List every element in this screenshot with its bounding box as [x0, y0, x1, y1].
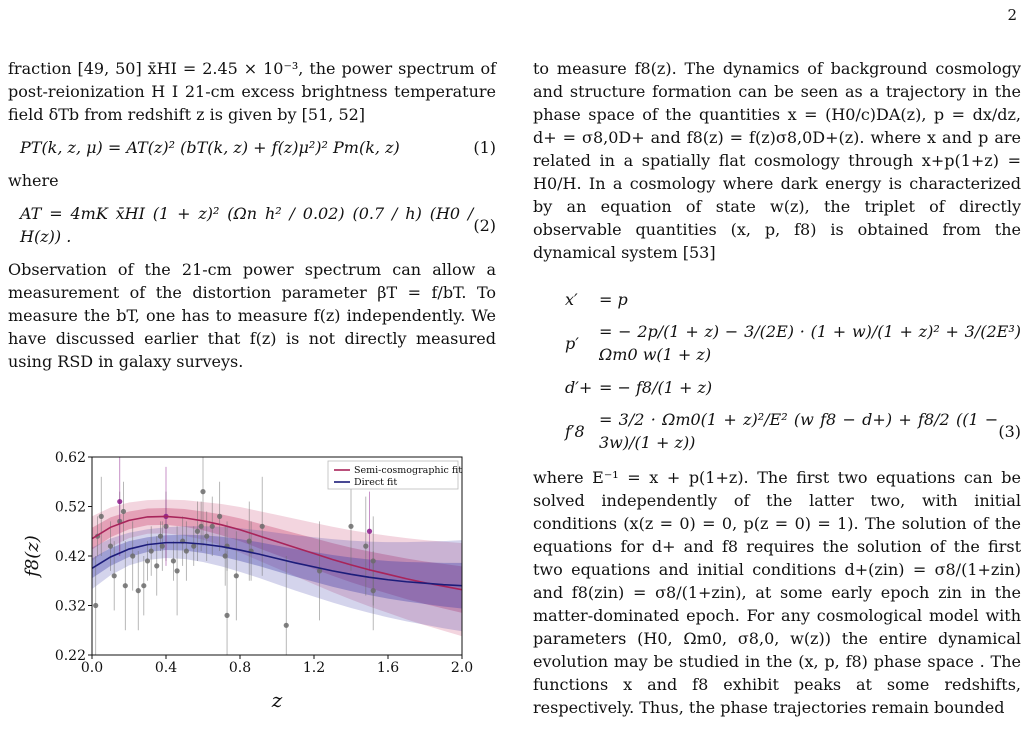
left-paragraph-2: Observation of the 21-cm power spectrum can allow a measurement of the distortion parameter βT = f/bT. To measure the bT, one has to measure f(z) independently. We have discussed earlier that f(z) is not directly measured using RSD in galaxy surveys.	[8, 260, 496, 371]
data-point	[224, 613, 229, 618]
equation-3-lhs: d′+	[565, 377, 593, 397]
equation-3-row	[565, 366, 1021, 408]
y-tick-label: 0.32	[54, 598, 86, 615]
x-tick-label: 0.8	[228, 660, 252, 676]
data-point	[175, 568, 180, 573]
y-tick-label: 0.22	[54, 648, 86, 664]
data-point	[234, 573, 239, 578]
equation-3-rhs: = − 2p/(1 + z) − 3/(2E) · (1 + w)/(1 + z)² + 3/(2E³) Ωm0 w(1 + z)	[599, 322, 1021, 364]
x-axis-label: z	[271, 688, 283, 712]
right-paragraph-1: to measure f8(z). The dynamics of background cosmology and structure formation can be seen as a trajectory in the phase space of the quantities x = (H0/c)DA(z), p = dx/dz, d+ = σ8,0D+ and f8(z) = f(z)σ8,0D+(z). where x and p are related in a spatially flat cosmology through x+p(1+z) = H0/H. In a cosmology where dark energy is characterized by an equation of state w(z), the triplet of directly observable quantities (x, p, f8) is obtained from the dynamical system [53]	[533, 59, 1021, 262]
page-number: 2	[1007, 6, 1017, 24]
equation-2-number: (2)	[473, 215, 496, 235]
equation-3-row	[565, 408, 1021, 454]
equation-3-number: (3)	[998, 421, 1021, 441]
data-point	[108, 544, 113, 549]
data-point	[130, 553, 135, 558]
fsigma8-chart	[14, 445, 484, 735]
y-tick-label: 0.52	[54, 499, 86, 516]
data-point	[117, 499, 122, 504]
data-point	[184, 548, 189, 553]
data-point	[154, 563, 159, 568]
data-point	[171, 558, 176, 563]
data-point	[217, 514, 222, 519]
data-point	[200, 489, 205, 494]
data-point	[348, 524, 353, 529]
data-point	[210, 524, 215, 529]
y-tick-label: 0.42	[54, 549, 86, 565]
equation-2-body: AT = 4mK x̄HI (1 + z)² (Ωn h² / 0.02) (0.7 / h) (H0 / H(z)) .	[20, 204, 474, 246]
where-label: where	[8, 171, 59, 190]
data-point	[195, 529, 200, 534]
data-point	[123, 583, 128, 588]
x-tick-label: 1.2	[302, 660, 326, 676]
equation-3-lhs: p′	[565, 333, 579, 353]
equation-1-number: (1)	[473, 138, 496, 157]
equation-3-rhs: = 3/2 · Ωm0(1 + z)²/E² (w f8 − d+) + f8/2 ((1 − 3w)/(1 + z))	[599, 410, 999, 452]
equation-3-rhs: = − f8/(1 + z)	[599, 377, 713, 397]
equation-2	[20, 202, 496, 248]
right-paragraph-2: where E⁻¹ = x + p(1+z). The first two equations can be solved independently of the latter two, with initial conditions (x(z = 0) = 0, p(z = 0) = 1). The solution of the equations for d+ and f8 requires the solution of the first two equations and initial conditions d+(zin) = σ8/(1+zin) and f8(zin) = σ8/(1+zin), at some early epoch zin in the matter-dominated epoch. For any cosmological model with parameters (H0, Ωm0, σ8,0, w(z)) the entire dynamical evolution may be studied in the (x, p, f8) phase space . The functions x and f8 exhibit peaks at some redshifts, respectively. Thus, the phase trajectories remain bounded	[533, 468, 1021, 717]
y-tick-label: 0.62	[54, 450, 86, 466]
x-tick-label: 1.6	[376, 660, 400, 676]
data-point	[93, 603, 98, 608]
data-point	[121, 509, 126, 514]
data-point	[112, 573, 117, 578]
x-tick-label: 0.0	[80, 660, 104, 676]
data-point	[149, 548, 154, 553]
data-point	[145, 558, 150, 563]
x-tick-label: 2.0	[450, 660, 474, 676]
data-point	[363, 544, 368, 549]
x-tick-label: 0.4	[154, 660, 178, 676]
left-paragraph-1: fraction [49, 50] x̄HI = 2.45 × 10⁻³, the power spectrum of post-reionization H I 21-cm excess brightness temperature field δTb from redshift z is given by [51, 52]	[8, 59, 496, 124]
data-point	[371, 588, 376, 593]
data-point	[136, 588, 141, 593]
data-point	[160, 544, 165, 549]
data-point	[260, 524, 265, 529]
data-point	[367, 529, 372, 534]
equation-1	[20, 136, 496, 159]
equation-3-lhs: f′8	[565, 421, 585, 441]
equation-3-lhs: x′	[565, 289, 578, 309]
data-point	[99, 514, 104, 519]
y-axis-label: f8(z)	[22, 535, 43, 577]
equation-1-body: PT(k, z, μ) = AT(z)² (bT(k, z) + f(z)μ²)² Pm(k, z)	[20, 138, 400, 157]
data-point	[284, 623, 289, 628]
data-point	[204, 534, 209, 539]
legend-label: Direct fit	[354, 477, 398, 488]
left-column	[8, 57, 496, 373]
right-column	[533, 57, 1021, 719]
equation-3-row	[565, 320, 1021, 366]
data-point	[141, 583, 146, 588]
equation-3-row	[565, 278, 1021, 320]
fsigma8-figure	[14, 445, 484, 735]
legend-label: Semi-cosmographic fit	[354, 465, 463, 476]
equation-3-system	[565, 278, 1021, 454]
equation-3-rhs: = p	[599, 289, 628, 309]
